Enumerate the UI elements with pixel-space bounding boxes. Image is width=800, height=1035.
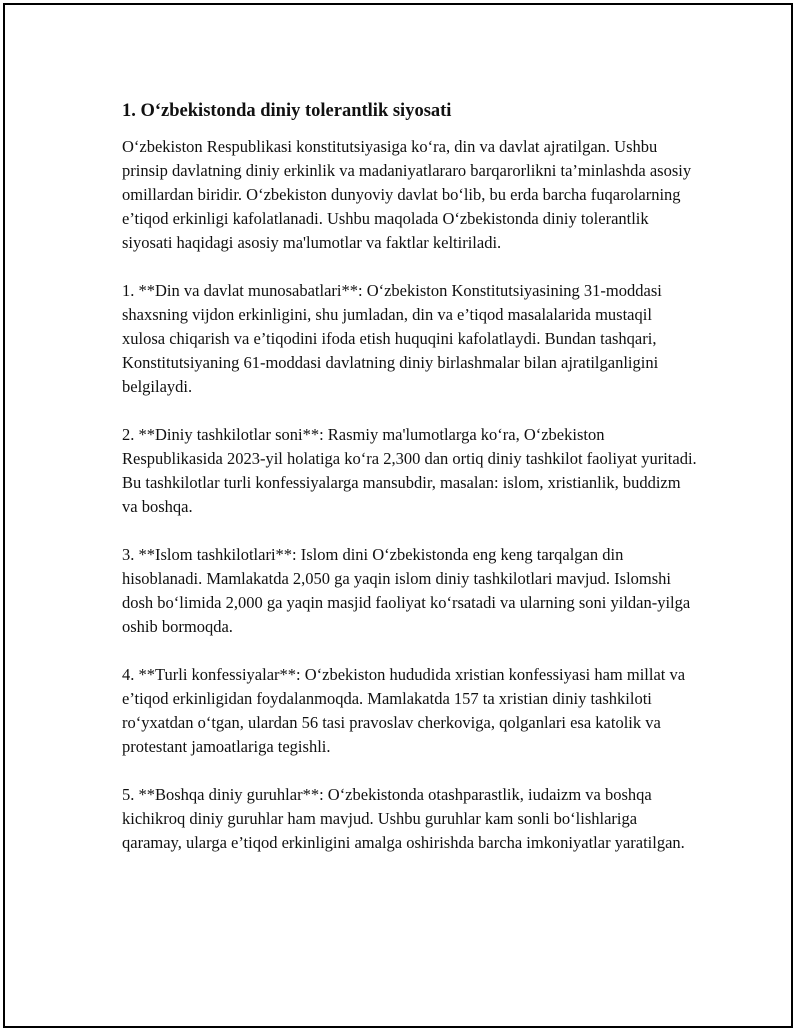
document-title: 1. O‘zbekistonda diniy tolerantlik siyosati <box>122 101 452 121</box>
page-frame <box>3 3 793 1028</box>
paragraph-diniy-tashkilotlar: 2. **Diniy tashkilotlar soni**: Rasmiy ma'lumotlarga ko‘ra, O‘zbekiston Respublikasida 2023-yil holatiga ko‘ra 2,300 dan ortiq diniy tashkilot faoliyat yuritadi. Bu tashkilotlar turli konfessiyalarga mansubdir, masalan: islom, xristianlik, buddizm va boshqa. <box>122 425 697 516</box>
paragraph-boshqa-guruhlar: 5. **Boshqa diniy guruhlar**: O‘zbekistonda otashparastlik, iudaizm va boshqa kichikroq diniy guruhlar ham mavjud. Ushbu guruhlar kam sonli bo‘lishlariga qaramay, ularga e’tiqod erkinligini amalga oshirishda barcha imkoniyatlar yaratilgan. <box>122 785 685 852</box>
paragraph-islom-tashkilotlari: 3. **Islom tashkilotlari**: Islom dini O‘zbekistonda eng keng tarqalgan din hisoblanadi. Mamlakatda 2,050 ga yaqin islom diniy tashkilotlari mavjud. Islomshi dosh bo‘limida 2,000 ga yaqin masjid faoliyat ko‘rsatadi va ularning soni yildan-yilga oshib bormoqda. <box>122 545 691 636</box>
document-content <box>122 99 697 879</box>
paragraph-din-va-davlat: 1. **Din va davlat munosabatlari**: O‘zbekiston Konstitutsiyasining 31-moddasi shaxsning vijdon erkinligini, shu jumladan, din va e’tiqod masalalarida mustaqil xulosa chiqarish va e’tiqodini ifoda etish huquqini kafolatlaydi. Bundan tashqari, Konstitutsiyaning 61-moddasi davlatning diniy birlashmalar bilan ajratilganligini belgilaydi. <box>122 281 662 396</box>
intro-paragraph: O‘zbekiston Respublikasi konstitutsiyasiga ko‘ra, din va davlat ajratilgan. Ushbu prinsip davlatning diniy erkinlik va madaniyatlararo barqarorlikni ta’minlashda asosiy omillardan biridir. O‘zbekiston dunyoviy davlat bo‘lib, bu erda barcha fuqarolarning e’tiqod erkinligi kafolatlanadi. Ushbu maqolada O‘zbekistonda diniy tolerantlik siyosati haqidagi asosiy ma'lumotlar va faktlar keltiriladi. <box>122 137 692 252</box>
paragraph-turli-konfessiyalar: 4. **Turli konfessiyalar**: O‘zbekiston hududida xristian konfessiyasi ham millat va e’tiqod erkinligidan foydalanmoqda. Mamlakatda 157 ta xristian diniy tashkiloti ro‘yxatdan o‘tgan, ulardan 56 tasi pravoslav cherkoviga, qolganlari esa katolik va protestant jamoatlariga tegishli. <box>122 665 686 756</box>
